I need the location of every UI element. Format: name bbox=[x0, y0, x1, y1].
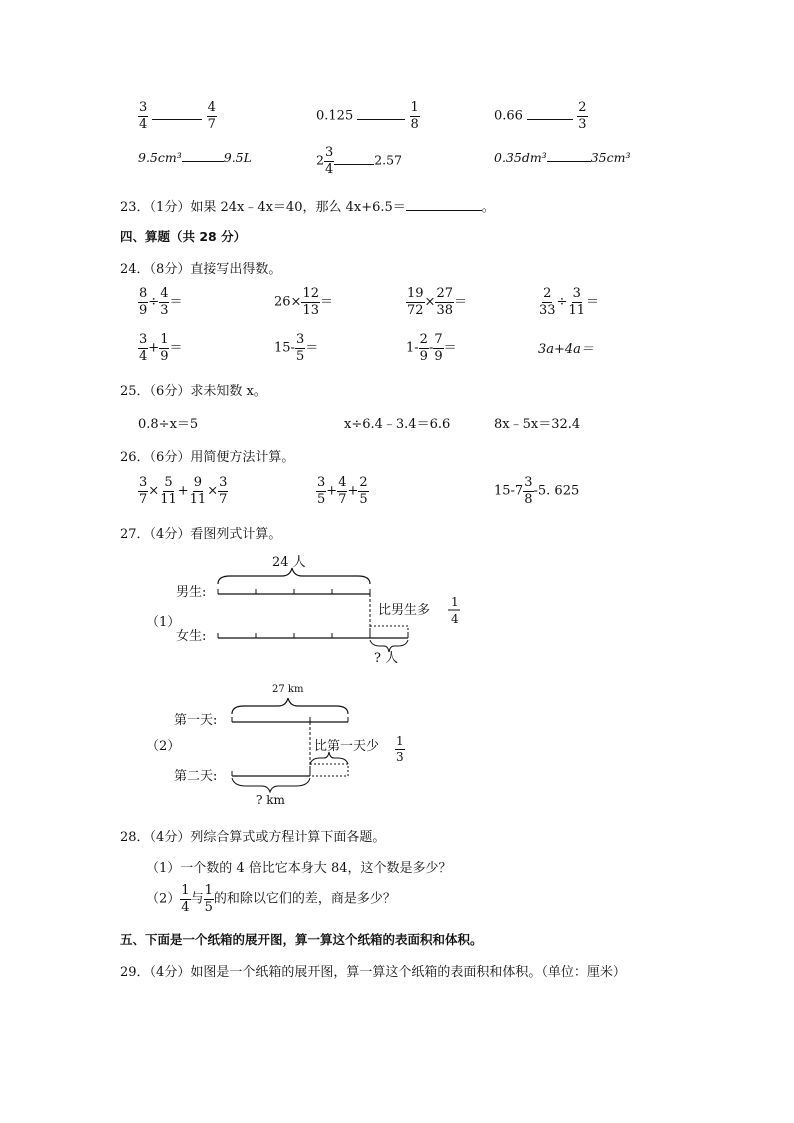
compare-row1-col3: 0.66 $\frac{2}{3}$ bbox=[494, 100, 587, 132]
question-26-head: 26．（6分）用简便方法计算。 bbox=[120, 450, 295, 465]
q25-eq-2: x÷6.4﹣3.4＝6.6 bbox=[344, 417, 451, 432]
question-28-part-2: （2） $\frac{1}{4}$ 与 $\frac{1}{5}$ 的和除以它们的差，商是多少？ bbox=[146, 883, 396, 915]
diagram-1-girls-ticks bbox=[218, 633, 408, 638]
diagram-2-less-label: 比第一天少 bbox=[314, 739, 380, 754]
q24-expr-6: 15- $\frac{3}{5}$ ＝ bbox=[274, 332, 319, 364]
answer-blank[interactable] bbox=[547, 161, 591, 162]
fraction: $\frac{4}{7}$ bbox=[207, 100, 216, 132]
answer-blank[interactable] bbox=[182, 161, 224, 162]
diagram-1-frac-num: 1 bbox=[451, 595, 459, 609]
diagram-2-total-label: 27 km bbox=[272, 684, 304, 695]
diagram-1-more-label: 比男生多 bbox=[378, 603, 431, 618]
question-24-head: 24．（8分）直接写出得数。 bbox=[120, 262, 282, 277]
question-29: 29．（4分）如图是一个纸箱的展开图，算一算这个纸箱的表面积和体积。（单位：厘米） bbox=[120, 965, 626, 980]
q26-expr-1: $\frac{3}{7}$ × $\frac{5}{11}$ + $\frac{9}{11}$ × $\frac{3}{7}$ bbox=[139, 475, 228, 507]
diagram-2-day2-ticks bbox=[232, 771, 310, 776]
diagram-1-top-brace bbox=[218, 568, 370, 584]
compare-row1-col2: 0.125 $\frac{1}{8}$ bbox=[316, 100, 419, 132]
diagram-2-day1-ticks bbox=[232, 717, 348, 722]
section-4-title: 四、算题（共 28 分） bbox=[120, 229, 247, 244]
answer-blank[interactable] bbox=[334, 164, 374, 165]
diagram-2-day2-label: 第二天: bbox=[174, 769, 218, 784]
q26-expr-2: $\frac{3}{5}$ + $\frac{4}{7}$ + $\frac{2}{5}$ bbox=[317, 475, 368, 507]
q24-expr-1: $\frac{8}{9}$ ÷ $\frac{4}{3}$ ＝ bbox=[139, 286, 183, 318]
answer-blank[interactable] bbox=[357, 119, 405, 120]
diagram-2-fraction: $\frac{1}{3}$ bbox=[396, 734, 404, 764]
question-25-head: 25．（6分）求未知数 x。 bbox=[120, 384, 267, 399]
diagram-2-day1-label: 第一天: bbox=[174, 713, 218, 728]
compare-row1-col1 bbox=[138, 101, 217, 131]
q25-eq-3: 8x﹣5x＝32.4 bbox=[494, 417, 581, 432]
fraction: $\frac{2}{3}$ bbox=[578, 100, 587, 132]
compare-row2-col3: 0.35dm³ 35cm³ bbox=[494, 150, 631, 165]
q24-expr-7: 1- $\frac{2}{9}$ - $\frac{7}{9}$ ＝ bbox=[406, 332, 457, 364]
answer-blank[interactable] bbox=[406, 210, 482, 211]
q26-expr-3: 15-7 $\frac{3}{8}$ -5. 625 bbox=[494, 475, 580, 507]
q24-expr-3: $\frac{19}{72}$ × $\frac{27}{38}$ ＝ bbox=[407, 286, 468, 318]
q25-eq-1: 0.8÷x＝5 bbox=[138, 417, 199, 432]
fraction: $\frac{3}{4}$ bbox=[139, 100, 148, 132]
diagram-1-boys-label: 男生: bbox=[176, 585, 207, 600]
question-28-part-1: （1）一个数的 4 倍比它本身大 84，这个数是多少？ bbox=[146, 861, 452, 876]
diagram-2-bottom-brace bbox=[232, 778, 310, 792]
diagram-1-question-label: ? 人 bbox=[374, 651, 399, 666]
q24-expr-2: 26× $\frac{12}{13}$ ＝ bbox=[274, 286, 333, 318]
fraction: $\frac{1}{8}$ bbox=[410, 100, 419, 132]
diagram-1-girls-label: 女生: bbox=[176, 629, 207, 644]
answer-blank[interactable] bbox=[527, 119, 573, 120]
diagram-2-question-label: ? km bbox=[256, 793, 285, 807]
diagram-2-index: （2） bbox=[146, 739, 181, 754]
diagram-1-extra-box bbox=[370, 626, 408, 638]
diagram-1-index: （1） bbox=[146, 615, 181, 630]
diagram-1-frac-den: 4 bbox=[451, 612, 459, 626]
q24-expr-8: 3a+4a＝ bbox=[538, 342, 594, 357]
question-23: 23．（1分）如果 24x﹣4x＝40，那么 4x+6.5＝ 。 bbox=[120, 200, 495, 215]
compare-row2-col2: 2 $\frac{3}{4}$ 2.57 bbox=[316, 145, 403, 177]
question-28-head: 28．（4分）列综合算式或方程计算下面各题。 bbox=[120, 830, 386, 845]
q24-expr-4: $\frac{2}{33}$ ÷ $\frac{3}{11}$ ＝ bbox=[539, 286, 600, 318]
diagram-1-total-label: 24 人 bbox=[272, 555, 306, 570]
answer-blank[interactable] bbox=[152, 119, 202, 120]
diagram-1-boys-girls bbox=[140, 548, 470, 666]
fraction: $\frac{3}{4}$ bbox=[324, 145, 334, 177]
q24-expr-5: $\frac{3}{4}$ + $\frac{1}{9}$ ＝ bbox=[139, 332, 183, 364]
diagram-1-boys-ticks bbox=[218, 589, 370, 594]
diagram-2-top-brace bbox=[232, 698, 348, 714]
compare-row2-col1: 9.5cm³ 9.5L bbox=[138, 150, 252, 165]
section-5-title: 五、下面是一个纸箱的展开图，算一算这个纸箱的表面积和体积。 bbox=[120, 932, 483, 947]
diagram-2-days bbox=[140, 680, 390, 808]
diagram-2-extra-box bbox=[310, 764, 348, 776]
question-27-head: 27．（4分）看图列式计算。 bbox=[120, 527, 282, 542]
